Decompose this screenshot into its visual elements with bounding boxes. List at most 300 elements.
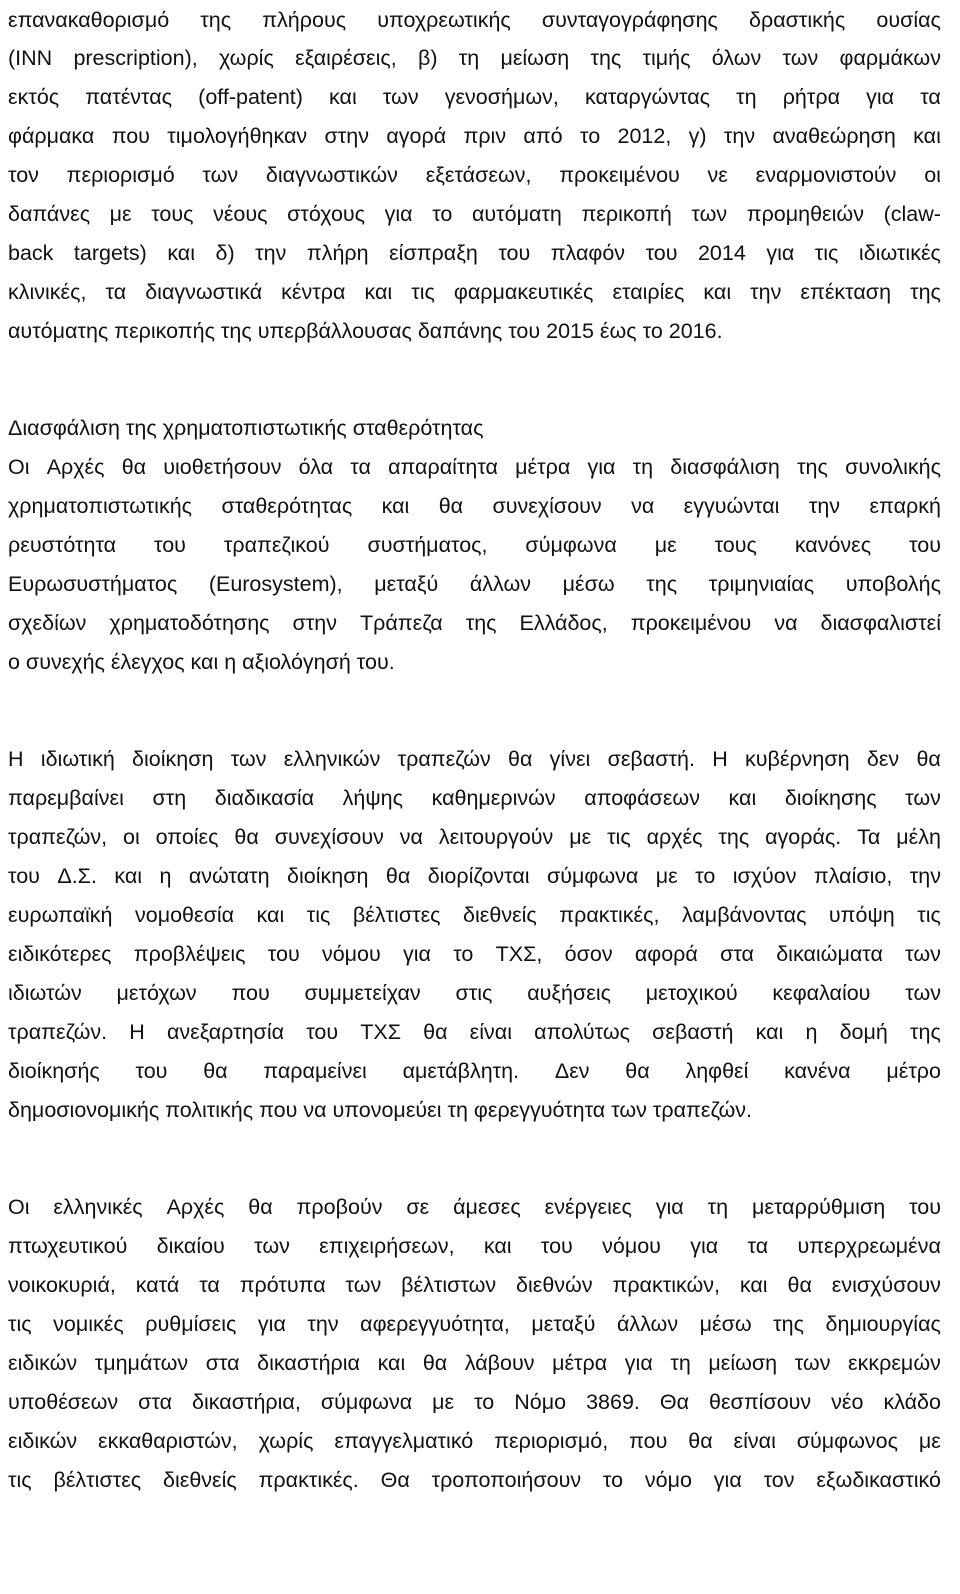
word: πρότυπα [239,1273,326,1297]
word: συστήματος, [367,533,488,557]
word: κέντρα [281,280,346,304]
word: πρακτικών, [612,1273,720,1297]
word: και [483,1234,512,1258]
word: (INN [8,46,53,70]
word: διαγνωστικά [145,280,263,304]
word: προκειμένου [630,611,752,635]
word: εξαιρέσεις, [295,46,397,70]
word: στην [324,124,369,148]
word: Ευρωσυστήματος [8,572,178,596]
word: στην [292,611,338,635]
word: ΤΧΣ, [495,942,543,966]
word: ειδικότερες [8,942,112,966]
word: καταργώντας [584,85,711,109]
word: μετόχων [116,981,197,1005]
word: υπερχρεωμένα [797,1234,941,1258]
word: με [432,1390,455,1414]
word: αυξήσεις [527,981,611,1005]
word: μέλη [896,825,941,849]
text-line [8,243,941,265]
text-line [8,1275,941,1297]
word: τα [105,280,127,304]
word: τους [151,202,194,226]
word: τραπεζών, [8,825,108,849]
word: θα [625,1059,650,1083]
word: είναι [469,1020,512,1044]
word: στόχους [287,202,366,226]
word: β) [417,46,438,70]
word: τμημάτων [94,1351,189,1375]
word: Νόμο [514,1390,567,1414]
word: συνταγογράφησης [541,8,718,32]
word: πλήρη [306,241,369,265]
word: της [910,280,941,304]
word: Αρχές [46,455,105,479]
word: τον [8,163,39,187]
word: για [257,1312,286,1336]
word: των [202,163,239,187]
word: υποχρεωτικής [377,8,511,32]
word: (claw- [883,202,941,226]
word: τριμηνιαίας [708,572,815,596]
word: της [590,46,622,70]
word: και [329,85,357,109]
word: συνεχίσουν [492,494,602,518]
word: και [114,864,143,888]
text-line [8,1314,941,1336]
word: και [256,903,285,927]
text-line [8,905,941,927]
text-line [8,1431,941,1453]
word: των [382,85,419,109]
word: επιχειρήσεων, [319,1234,455,1258]
word: ενέργειες [544,1195,632,1219]
word: και [364,280,393,304]
text-line [8,496,941,518]
word: τη [707,1195,729,1219]
word: κλινικές, [8,280,87,304]
word: στα [205,1351,240,1375]
word: φάρμακα [8,124,95,148]
word: (Eurosystem), [208,572,343,596]
text-line [8,983,941,1005]
word: διοίκησης [784,786,877,810]
word: τροποποιήσουν [431,1468,582,1492]
word: targets) [73,241,147,265]
word: Η [8,747,24,771]
word: των [254,1234,290,1258]
word: τις [917,903,941,927]
word: νόμου [321,942,381,966]
text-line [8,866,941,888]
word: καθημερινών [431,786,556,810]
word: του [135,1059,168,1083]
word: το [602,1468,624,1492]
word: δεν [866,747,900,771]
word: θα [203,1059,228,1083]
text-line [8,204,941,226]
word: επέκταση [800,280,892,304]
word: αποφάσεων [584,786,700,810]
word: η [805,1020,818,1044]
word: γενοσήμων, [444,85,559,109]
word: τραπεζών [397,747,491,771]
word: βέλτιστες [53,1468,142,1492]
word: υποθέσεων [8,1390,119,1414]
word: πλήρους [262,8,347,32]
word: θα [422,1351,448,1375]
word: να [631,494,655,518]
word: και [167,241,196,265]
word: κυβέρνηση [744,747,850,771]
word: παρεμβαίνει [8,786,124,810]
word: την [255,241,287,265]
word: διοίκηση [287,864,369,888]
word: κλάδο [883,1390,941,1414]
word: με [918,1429,941,1453]
word: prescription), [73,46,198,70]
word: τις [411,280,435,304]
word: διασφάλιση [670,455,780,479]
word: διοίκησής [8,1059,100,1083]
text-line [8,165,941,187]
word: διασφαλιστεί [820,611,941,635]
word: νέους [213,202,268,226]
word: περικοπή [581,202,672,226]
word: μείωση [708,1351,778,1375]
word: δαπάνες [8,202,91,226]
word: ανεξαρτησία [166,1020,285,1044]
word: της [910,1020,941,1044]
word: δ) [215,241,235,265]
word: back [8,241,54,265]
word: διορίζονται [427,864,530,888]
word: χωρίς [258,1429,314,1453]
word: θα [438,494,464,518]
word: την [307,1312,339,1336]
word: τιμής [642,46,691,70]
word: τιμολογήθηκαν [167,124,308,148]
word: κατά [135,1273,180,1297]
word: θα [234,825,259,849]
word: του [909,533,941,557]
word: δικαστήρια [257,1351,360,1375]
word: τις [607,825,631,849]
word: και [739,1273,768,1297]
word: σύμφωνα [525,533,617,557]
word: όλα [298,455,334,479]
word: δημιουργίας [825,1312,941,1336]
word: οι [924,163,941,187]
word: πρακτικές. [258,1468,359,1492]
word: πλαφόν [550,241,626,265]
word: μέσω [562,572,615,596]
word: μέτρα [552,1351,608,1375]
word: προβλέψεις [133,942,246,966]
word: πτωχευτικού [8,1234,128,1258]
text-line [8,282,941,304]
word: του [909,1195,941,1219]
word: ενισχύσουν [831,1273,941,1297]
word: σύμφωνα [320,1390,413,1414]
word: το [695,864,716,888]
word: της [773,1312,804,1336]
word: σεβαστή [652,1020,734,1044]
word: διεθνείς [162,1468,237,1492]
word: δικαστήρια, [192,1390,301,1414]
word: επαρκή [869,494,941,518]
word: οποίες [155,825,219,849]
word: ρευστότητα [8,533,117,557]
text-line [8,10,941,32]
word: πριν [463,124,507,148]
word: τη [670,1351,691,1375]
word: λάβουν [464,1351,535,1375]
word: χωρίς [218,46,274,70]
word: η [159,864,172,888]
word: μεταξύ [531,1312,596,1336]
word: που [231,981,270,1005]
word: επαγγελματικό [334,1429,474,1453]
word: να [399,825,423,849]
word: (off-patent) [198,85,303,109]
word: των [782,46,819,70]
word: ελληνικές [53,1195,143,1219]
word: για [655,1195,684,1219]
word: εκκαθαριστών, [98,1429,238,1453]
text-line [8,1353,941,1375]
word: θα [508,747,533,771]
word: αναθεώρηση [772,124,896,148]
word: νοικοκυριά, [8,1273,116,1297]
word: ρυθμίσεις [145,1312,237,1336]
word: τα [350,455,371,479]
word: και [381,494,410,518]
word: θα [385,864,411,888]
text-line [8,1470,941,1492]
word: μέσω [699,1312,752,1336]
word: αφορά [634,942,698,966]
word: για [587,455,616,479]
word: στα [720,942,754,966]
word: νόμου [602,1234,661,1258]
word: ουσίας [876,8,941,32]
word: του [154,533,186,557]
word: νομοθεσία [134,903,235,927]
word: διοίκηση [132,747,214,771]
word: για [866,85,895,109]
word: διεθνών [516,1273,593,1297]
word: θα [688,1429,713,1453]
word: Θα [380,1468,410,1492]
word: αυτόματη [471,202,562,226]
word: τις [814,241,839,265]
word: της [200,8,232,32]
word: βέλτιστων [401,1273,497,1297]
word: ληφθεί [685,1059,749,1083]
word: τις [8,1468,32,1492]
word: του [498,241,531,265]
word: θα [121,455,147,479]
word: ιδιωτών [8,981,82,1005]
word: το [580,124,601,148]
word: διεθνείς [463,903,537,927]
word: θα [787,1273,812,1297]
text-line [8,1392,941,1414]
word: για [403,942,431,966]
word: εκκρεμών [848,1351,941,1375]
text-line [8,1197,941,1219]
word: με [109,202,132,226]
word: να [774,611,798,635]
word: Αρχές [166,1195,225,1219]
word: ανώτατη [188,864,270,888]
word: 3869. [586,1390,640,1414]
word: χρηματοπιστωτικής [8,494,193,518]
word: από [523,124,563,148]
word: θα [423,1020,448,1044]
word: προκειμένου [559,163,680,187]
text-line [8,535,941,557]
word: τραπεζικού [223,533,330,557]
word: των [794,1351,831,1375]
word: μέτρο [886,1059,941,1083]
word: αγορά [386,124,447,148]
word: υιοθετήσουν [163,455,282,479]
word: εξωδικαστικό [816,1468,941,1492]
word: 2014 [697,241,746,265]
word: Οι [8,455,30,479]
word: λαμβάνοντας [681,903,807,927]
word: Η [129,1020,145,1044]
word: υποβολής [845,572,941,596]
word: θεσπίσουν [709,1390,812,1414]
word: Δ.Σ. [57,864,97,888]
word: Η [712,747,728,771]
word: μείωση [500,46,570,70]
text-line [8,1061,941,1083]
word: του [267,942,300,966]
word: Τα [857,825,881,849]
word: αρχές [646,825,703,849]
word: του [8,864,40,888]
word: δικαιώματα [776,942,883,966]
word: ειδικών [8,1429,78,1453]
word: συνολικής [845,455,941,479]
word: μετοχικού [645,981,738,1005]
word: όσον [564,942,613,966]
word: διαδικασία [214,786,315,810]
word: διαγνωστικών [265,163,398,187]
word: που [111,124,150,148]
text-line: αυτόματης περικοπής της υπερβάλλουσας δαπάνης του 2015 έως το 2016. [8,319,723,343]
word: φαρμακευτικές [453,280,594,304]
word: τη [458,46,480,70]
word: προβούν [296,1195,383,1219]
word: κεφαλαίου [772,981,871,1005]
word: Δεν [554,1059,590,1083]
word: δικαίου [156,1234,225,1258]
word: ιδιωτική [40,747,115,771]
word: τις [306,903,331,927]
word: τα [920,85,941,109]
text-line: ο συνεχής έλεγχος και η αξιολόγησή του. [8,650,395,674]
word: δραστικής [749,8,846,32]
word: άλλων [616,1312,679,1336]
word: κανόνες [794,533,872,557]
word: νομικές [53,1312,124,1336]
word: περιορισμό, [494,1429,609,1453]
word: αμετάβλητη. [402,1059,520,1083]
word: των [345,1273,382,1297]
word: δομή [839,1020,888,1044]
word: κανένα [784,1059,851,1083]
word: του [540,1234,573,1258]
word: της [465,611,497,635]
word: τον [763,1468,795,1492]
word: και [703,280,732,304]
word: απολύτως [534,1020,630,1044]
word: τα [199,1273,220,1297]
word: τις [8,1312,32,1336]
text-line [8,944,941,966]
text-line [8,613,941,635]
word: εξετάσεων, [425,163,532,187]
word: το [474,1390,495,1414]
word: μέτρα [515,455,571,479]
word: που [629,1429,668,1453]
word: άμεσες [453,1195,521,1219]
word: απαραίτητα [388,455,498,479]
word: τα [747,1234,769,1258]
word: για [713,1468,742,1492]
word: φαρμάκων [839,46,941,70]
word: και [728,786,757,810]
word: χρηματοδότησης [109,611,270,635]
text-line [8,1022,941,1044]
text-line [8,1236,941,1258]
word: για [766,241,795,265]
word: με [569,825,592,849]
section-heading: Διασφάλιση της χρηματοπιστωτικής σταθερότητας [8,416,484,440]
word: πλαίσιο, [813,864,893,888]
word: συνεχίσουν [274,825,384,849]
word: ΤΧΣ [360,1020,401,1044]
word: μεταξύ [374,572,439,596]
word: της [718,825,750,849]
word: σταθερότητας [221,494,353,518]
word: όλων [711,46,762,70]
word: την [808,494,841,518]
text-line [8,87,941,109]
word: των [230,747,267,771]
word: σεβαστή. [607,747,695,771]
word: το [453,942,474,966]
word: 2012, [617,124,672,148]
word: υπόψη [828,903,895,927]
word: λήψης [342,786,403,810]
word: των [905,786,941,810]
word: τους [714,533,757,557]
word: το [432,202,453,226]
word: περιορισμό [66,163,175,187]
text-line [8,574,941,596]
word: γίνει [549,747,591,771]
word: σύμφωνος [796,1429,898,1453]
word: άλλων [469,572,531,596]
word: γ) [688,124,707,148]
text-line [8,749,941,771]
